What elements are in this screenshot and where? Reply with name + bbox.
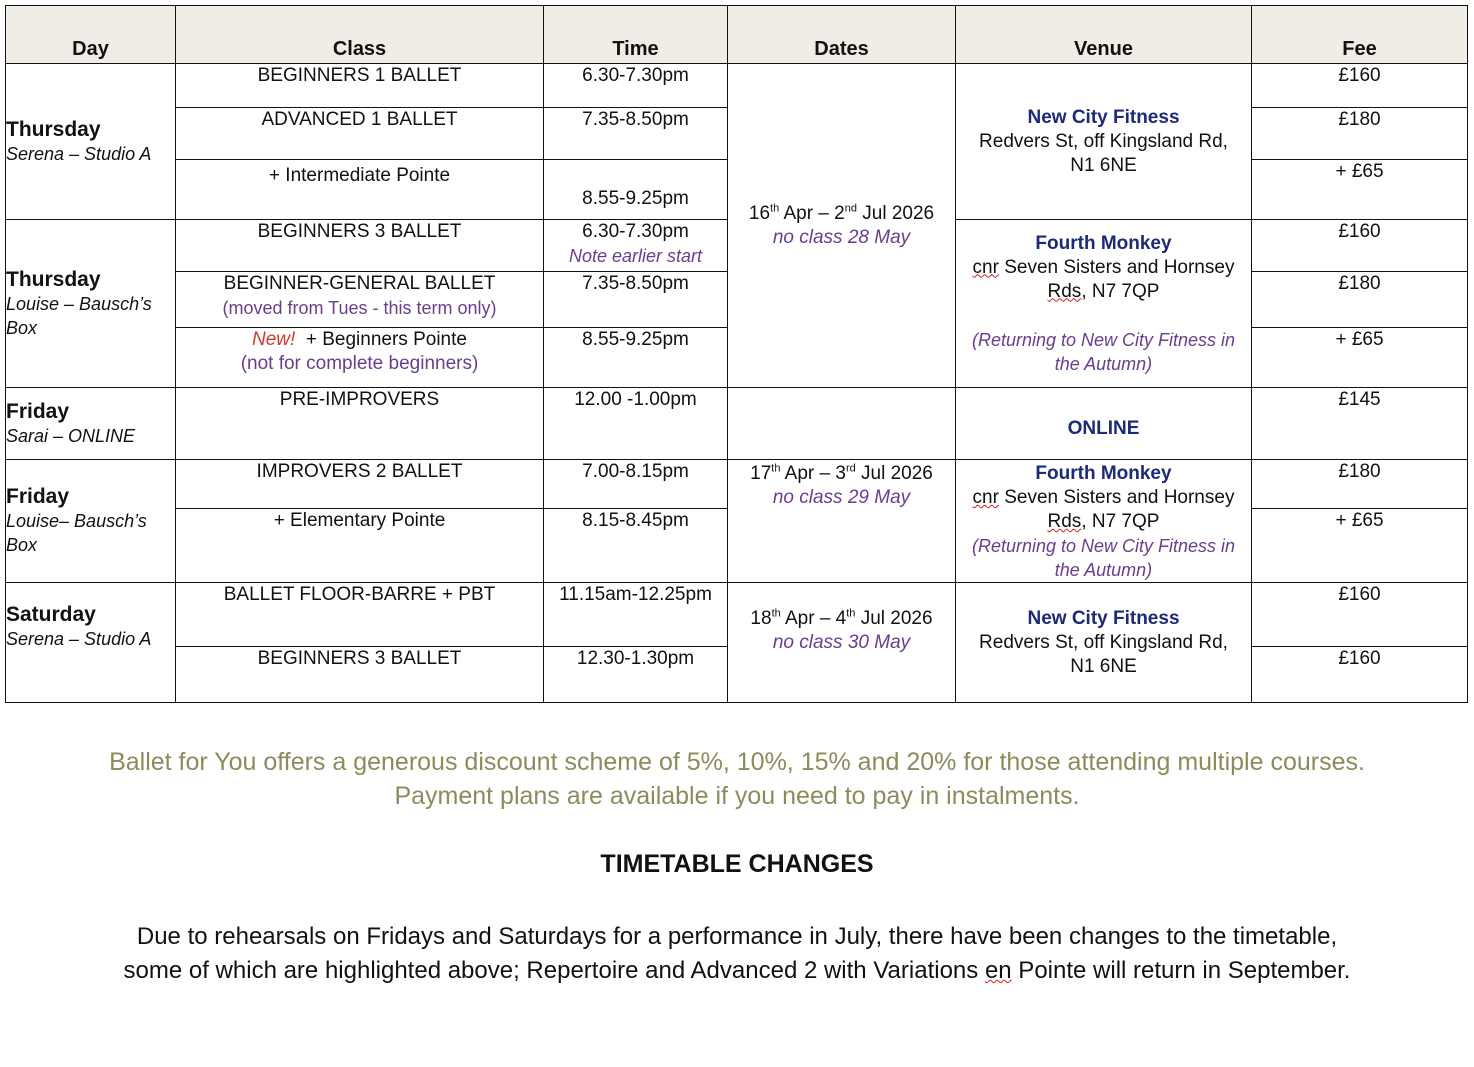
venue-note: (Returning to New City Fitness in the Autumn): [971, 536, 1236, 580]
day-cell: [6, 460, 176, 583]
dates-cell: [728, 583, 956, 703]
class-name: PRE-IMPROVERS: [176, 388, 544, 460]
table-row: [6, 583, 1468, 647]
header-dates: Dates: [728, 6, 956, 64]
class-name: + Elementary Pointe: [176, 509, 544, 583]
teacher-studio: Sarai – ONLINE: [6, 425, 136, 446]
header-venue: Venue: [956, 6, 1252, 64]
class-fee: £180: [1252, 272, 1468, 328]
dates-cell: [728, 64, 956, 388]
class-fee: £160: [1252, 583, 1468, 647]
changes-line-1: Due to rehearsals on Fridays and Saturdays for a performance in July, there have been changes to the timetable,: [136, 923, 1338, 950]
time-note: Note earlier start: [568, 246, 703, 266]
class-time: 12.30-1.30pm: [544, 647, 728, 703]
class-fee: + £65: [1252, 328, 1468, 388]
venue-address: Redvers St, off Kingsland Rd, N1 6NE: [979, 130, 1228, 176]
class-name: [176, 272, 544, 328]
venue-cell: [956, 460, 1252, 583]
class-name: BEGINNERS 3 BALLET: [176, 220, 544, 272]
date-range: 18th Apr – 4th Jul 2026: [750, 607, 933, 629]
changes-text: [0, 920, 1474, 988]
class-time: 7.35-8.50pm: [544, 108, 728, 160]
teacher-studio: Louise – Bausch’s Box: [6, 293, 152, 338]
venue-name: New City Fitness: [1027, 106, 1180, 128]
class-time: 8.15-8.45pm: [544, 509, 728, 583]
class-time: 7.35-8.50pm: [544, 272, 728, 328]
day-cell: [6, 64, 176, 220]
dates-cell: [728, 460, 956, 583]
venue-cell: [956, 583, 1252, 703]
venue-name: Fourth Monkey: [1035, 463, 1172, 484]
day-name: Thursday: [6, 267, 101, 291]
table-row: [6, 388, 1468, 460]
no-class-note: no class 30 May: [772, 632, 911, 653]
teacher-studio: Serena – Studio A: [6, 629, 152, 649]
class-time: 8.55-9.25pm: [544, 328, 728, 388]
day-cell: [6, 583, 176, 703]
day-name: Thursday: [6, 117, 101, 141]
venue-cell: [956, 64, 1252, 220]
class-fee: £180: [1252, 460, 1468, 509]
header-class: Class: [176, 6, 544, 64]
teacher-studio: Serena – Studio A: [6, 143, 152, 164]
class-time: 8.55-9.25pm: [544, 160, 728, 220]
header-day: Day: [6, 6, 176, 64]
venue-address: cnr Seven Sisters and Hornsey Rds, N7 7QP: [972, 487, 1235, 532]
class-time: [544, 220, 728, 272]
header-fee: Fee: [1252, 6, 1468, 64]
class-name: BALLET FLOOR-BARRE + PBT: [176, 583, 544, 647]
no-class-note: no class 28 May: [772, 226, 911, 248]
class-title: New! + Beginners Pointe: [252, 329, 467, 350]
class-title: BEGINNER-GENERAL BALLET: [223, 273, 496, 294]
class-name: + Intermediate Pointe: [176, 160, 544, 220]
class-time: 12.00 -1.00pm: [544, 388, 728, 460]
date-range: 17th Apr – 3rd Jul 2026: [750, 462, 933, 484]
day-cell: [6, 388, 176, 460]
table-row: [6, 64, 1468, 108]
class-fee: + £65: [1252, 509, 1468, 583]
venue-address: Redvers St, off Kingsland Rd, N1 6NE: [979, 632, 1228, 677]
class-note: (moved from Tues - this term only): [222, 298, 497, 318]
day-name: Friday: [6, 399, 70, 423]
teacher-studio: Louise– Bausch’s Box: [6, 511, 147, 555]
day-name: Friday: [6, 485, 70, 508]
changes-line-2: some of which are highlighted above; Repertoire and Advanced 2 with Variations en Pointe will return in September.: [123, 957, 1351, 984]
changes-heading: TIMETABLE CHANGES: [600, 850, 874, 878]
class-fee: £160: [1252, 647, 1468, 703]
date-range: 16th Apr – 2nd Jul 2026: [748, 202, 935, 224]
new-badge: New!: [252, 329, 296, 350]
venue-name: Fourth Monkey: [1035, 232, 1172, 254]
venue-address: cnr Seven Sisters and Hornsey Rds, N7 7QP: [972, 256, 1235, 302]
class-fee: £180: [1252, 108, 1468, 160]
header-time: Time: [544, 6, 728, 64]
class-time: 7.00-8.15pm: [544, 460, 728, 509]
class-time: 6.30-7.30pm: [544, 64, 728, 108]
timetable: [5, 5, 1468, 703]
class-time: 11.15am-12.25pm: [544, 583, 728, 647]
class-name: [176, 328, 544, 388]
class-name: BEGINNERS 3 BALLET: [176, 647, 544, 703]
venue-cell: [956, 388, 1252, 460]
venue-note: (Returning to New City Fitness in the Autumn): [971, 329, 1236, 374]
venue-name: New City Fitness: [1027, 608, 1180, 629]
discount-line: Ballet for You offers a generous discount scheme of 5%, 10%, 15% and 20% for those attending multiple courses.: [109, 748, 1365, 776]
class-fee: + £65: [1252, 160, 1468, 220]
venue-cell: [956, 220, 1252, 388]
day-cell: [6, 220, 176, 388]
no-class-note: no class 29 May: [772, 487, 911, 508]
header-row: [6, 6, 1468, 64]
class-note: (not for complete beginners): [240, 353, 479, 374]
class-name: IMPROVERS 2 BALLET: [176, 460, 544, 509]
class-name: ADVANCED 1 BALLET: [176, 108, 544, 160]
dates-cell-empty: [728, 388, 956, 460]
table-row: [6, 460, 1468, 509]
class-fee: £160: [1252, 220, 1468, 272]
class-fee: £160: [1252, 64, 1468, 108]
time-value: 6.30-7.30pm: [582, 221, 689, 242]
discount-info: [0, 745, 1474, 813]
day-name: Saturday: [6, 603, 96, 626]
class-fee: £145: [1252, 388, 1468, 460]
venue-name: ONLINE: [1067, 417, 1140, 439]
payment-plan-line: Payment plans are available if you need to pay in instalments.: [394, 782, 1080, 810]
class-name: BEGINNERS 1 BALLET: [176, 64, 544, 108]
